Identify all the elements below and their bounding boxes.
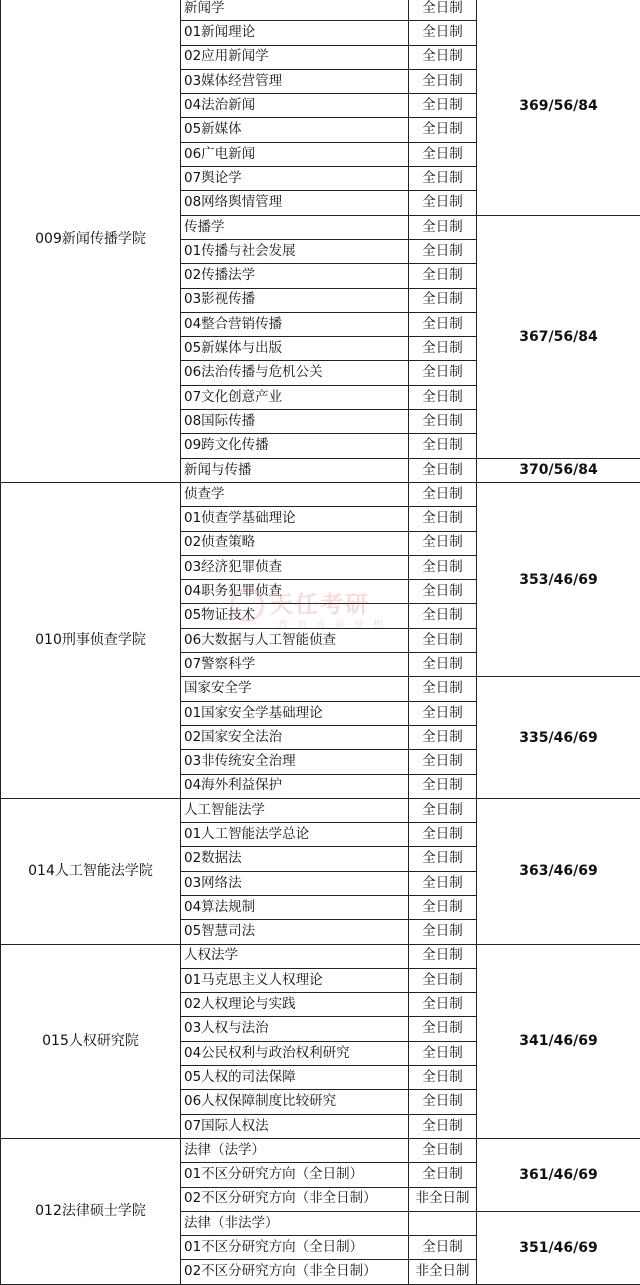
major-cell: 07国际人权法	[181, 1114, 409, 1138]
major-cell: 09跨文化传播	[181, 434, 409, 458]
study-mode-cell: 全日制	[409, 385, 477, 409]
study-mode-cell: 全日制	[409, 337, 477, 361]
table-row	[1, 944, 640, 968]
major-cell: 03影视传播	[181, 288, 409, 312]
study-mode-cell: 全日制	[409, 288, 477, 312]
major-cell: 02传播法学	[181, 264, 409, 288]
study-mode-cell: 全日制	[409, 847, 477, 871]
study-mode-cell: 全日制	[409, 410, 477, 434]
study-mode-cell: 全日制	[409, 482, 477, 506]
study-mode-cell: 全日制	[409, 774, 477, 798]
study-mode-cell: 非全日制	[409, 1260, 477, 1284]
score-line-cell: 353/46/69	[477, 482, 640, 676]
score-line-cell: 361/46/69	[477, 1138, 640, 1211]
study-mode-cell: 全日制	[409, 45, 477, 69]
major-cell: 06法治传播与危机公关	[181, 361, 409, 385]
major-cell: 03媒体经营管理	[181, 69, 409, 93]
study-mode-cell: 全日制	[409, 920, 477, 944]
major-cell: 01传播与社会发展	[181, 239, 409, 263]
major-cell: 04法治新闻	[181, 94, 409, 118]
major-cell: 人工智能法学	[181, 798, 409, 822]
college-cell: 012法律硕士学院	[1, 1138, 181, 1284]
major-cell: 08国际传播	[181, 410, 409, 434]
major-cell: 03网络法	[181, 871, 409, 895]
study-mode-cell: 全日制	[409, 21, 477, 45]
major-cell: 01新闻理论	[181, 21, 409, 45]
study-mode-cell: 全日制	[409, 604, 477, 628]
major-cell: 01不区分研究方向（全日制）	[181, 1236, 409, 1260]
study-mode-cell: 全日制	[409, 118, 477, 142]
major-cell: 06广电新闻	[181, 142, 409, 166]
major-cell: 01侦查学基础理论	[181, 507, 409, 531]
study-mode-cell: 全日制	[409, 0, 477, 21]
major-cell: 05新媒体与出版	[181, 337, 409, 361]
table-row	[1, 1138, 640, 1162]
major-cell: 传播学	[181, 215, 409, 239]
study-mode-cell: 全日制	[409, 458, 477, 482]
study-mode-cell: 全日制	[409, 944, 477, 968]
major-cell: 04整合营销传播	[181, 312, 409, 336]
score-table-body	[1, 0, 640, 1284]
table-row	[1, 798, 640, 822]
major-cell: 05新媒体	[181, 118, 409, 142]
watermark-subtitle: 教育成就梦想	[278, 616, 392, 631]
major-cell: 07舆论学	[181, 167, 409, 191]
major-cell: 02人权理论与实践	[181, 993, 409, 1017]
major-cell: 01人工智能法学总论	[181, 823, 409, 847]
major-cell: 侦查学	[181, 482, 409, 506]
major-cell: 03经济犯罪侦查	[181, 555, 409, 579]
major-cell: 04海外利益保护	[181, 774, 409, 798]
major-cell: 06人权保障制度比较研究	[181, 1090, 409, 1114]
study-mode-cell: 全日制	[409, 580, 477, 604]
study-mode-cell: 全日制	[409, 142, 477, 166]
major-cell: 02应用新闻学	[181, 45, 409, 69]
study-mode-cell: 全日制	[409, 725, 477, 749]
study-mode-cell: 非全日制	[409, 1187, 477, 1211]
major-cell: 人权法学	[181, 944, 409, 968]
study-mode-cell: 全日制	[409, 507, 477, 531]
major-cell: 06大数据与人工智能侦查	[181, 628, 409, 652]
score-line-cell: 363/46/69	[477, 798, 640, 944]
study-mode-cell: 全日制	[409, 750, 477, 774]
study-mode-cell	[409, 1211, 477, 1235]
study-mode-cell: 全日制	[409, 239, 477, 263]
study-mode-cell: 全日制	[409, 361, 477, 385]
study-mode-cell: 全日制	[409, 264, 477, 288]
study-mode-cell: 全日制	[409, 871, 477, 895]
study-mode-cell: 全日制	[409, 1017, 477, 1041]
table-row	[1, 482, 640, 506]
watermark-title: 天任考研	[270, 586, 370, 619]
study-mode-cell: 全日制	[409, 555, 477, 579]
study-mode-cell: 全日制	[409, 69, 477, 93]
score-line-cell: 341/46/69	[477, 944, 640, 1138]
study-mode-cell: 全日制	[409, 1041, 477, 1065]
study-mode-cell: 全日制	[409, 215, 477, 239]
major-cell: 03人权与法治	[181, 1017, 409, 1041]
score-line-cell: 351/46/69	[477, 1211, 640, 1284]
study-mode-cell: 全日制	[409, 1066, 477, 1090]
major-cell: 05人权的司法保障	[181, 1066, 409, 1090]
study-mode-cell: 全日制	[409, 895, 477, 919]
study-mode-cell: 全日制	[409, 191, 477, 215]
major-cell: 新闻与传播	[181, 458, 409, 482]
major-cell: 国家安全学	[181, 677, 409, 701]
major-cell: 08网络舆情管理	[181, 191, 409, 215]
major-cell: 04算法规制	[181, 895, 409, 919]
study-mode-cell: 全日制	[409, 167, 477, 191]
major-cell: 04公民权利与政治权利研究	[181, 1041, 409, 1065]
major-cell: 02国家安全法治	[181, 725, 409, 749]
major-cell: 02数据法	[181, 847, 409, 871]
college-cell: 010刑事侦查学院	[1, 482, 181, 798]
score-line-cell: 335/46/69	[477, 677, 640, 798]
study-mode-cell: 全日制	[409, 1114, 477, 1138]
score-line-cell: 367/56/84	[477, 215, 640, 458]
study-mode-cell: 全日制	[409, 312, 477, 336]
major-cell: 02侦查策略	[181, 531, 409, 555]
major-cell: 04职务犯罪侦查	[181, 580, 409, 604]
college-cell: 014人工智能法学院	[1, 798, 181, 944]
major-cell: 03非传统安全治理	[181, 750, 409, 774]
major-cell: 新闻学	[181, 0, 409, 21]
study-mode-cell: 全日制	[409, 94, 477, 118]
college-cell: 015人权研究院	[1, 944, 181, 1138]
major-cell: 02不区分研究方向（非全日制）	[181, 1187, 409, 1211]
study-mode-cell: 全日制	[409, 968, 477, 992]
study-mode-cell: 全日制	[409, 1163, 477, 1187]
major-cell: 07文化创意产业	[181, 385, 409, 409]
major-cell: 01国家安全学基础理论	[181, 701, 409, 725]
table-row	[1, 0, 640, 21]
major-cell: 法律（法学）	[181, 1138, 409, 1162]
major-cell: 05物证技术	[181, 604, 409, 628]
study-mode-cell: 全日制	[409, 1090, 477, 1114]
score-line-cell: 369/56/84	[477, 0, 640, 215]
major-cell: 01马克思主义人权理论	[181, 968, 409, 992]
study-mode-cell: 全日制	[409, 1236, 477, 1260]
major-cell: 法律（非法学）	[181, 1211, 409, 1235]
score-line-cell: 370/56/84	[477, 458, 640, 482]
study-mode-cell: 全日制	[409, 531, 477, 555]
study-mode-cell: 全日制	[409, 434, 477, 458]
study-mode-cell: 全日制	[409, 677, 477, 701]
study-mode-cell: 全日制	[409, 798, 477, 822]
study-mode-cell: 全日制	[409, 1138, 477, 1162]
major-cell: 07警察科学	[181, 653, 409, 677]
study-mode-cell: 全日制	[409, 823, 477, 847]
study-mode-cell: 全日制	[409, 653, 477, 677]
study-mode-cell: 全日制	[409, 993, 477, 1017]
study-mode-cell: 全日制	[409, 701, 477, 725]
study-mode-cell: 全日制	[409, 628, 477, 652]
college-cell: 009新闻传播学院	[1, 0, 181, 482]
major-cell: 05智慧司法	[181, 920, 409, 944]
major-cell: 02不区分研究方向（非全日制）	[181, 1260, 409, 1284]
major-cell: 01不区分研究方向（全日制）	[181, 1163, 409, 1187]
